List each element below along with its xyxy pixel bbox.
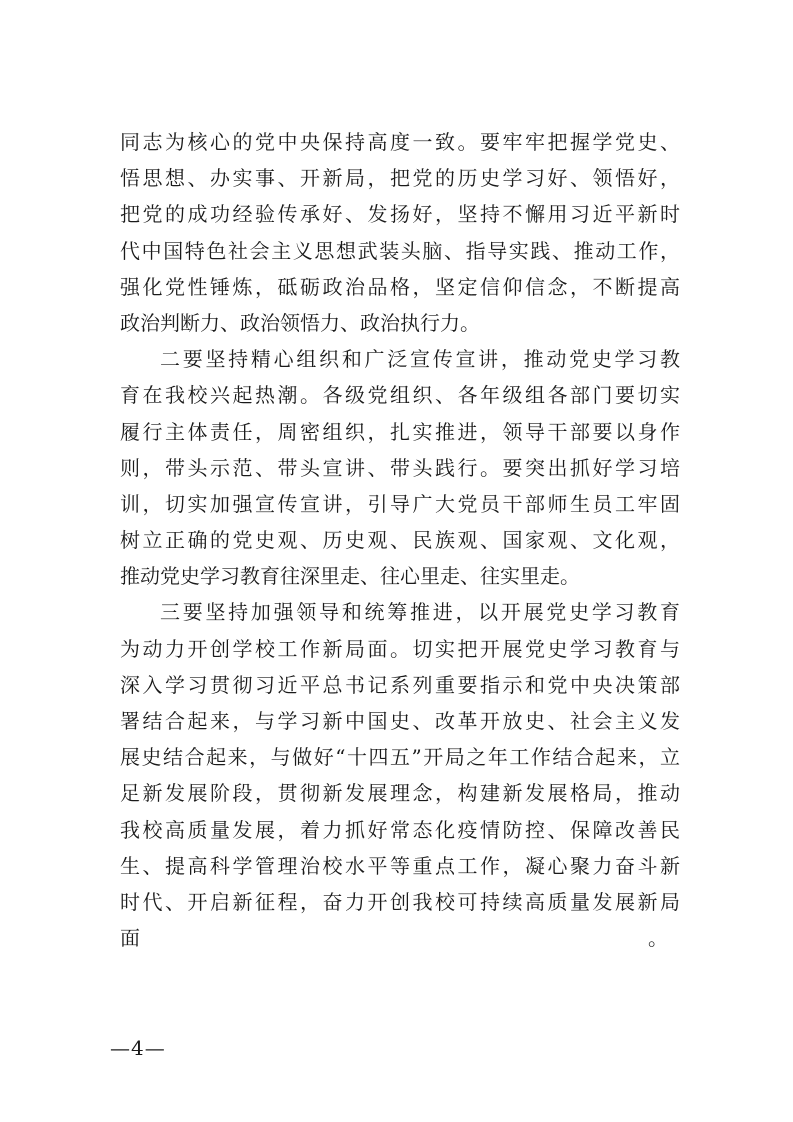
paragraph-1 <box>120 124 680 341</box>
page-number: —4— <box>110 1036 166 1060</box>
text-line: 署结合起来，与学习新中国史、改革开放史、社会主义发 <box>120 709 680 733</box>
text-line: 育在我校兴起热潮。各级党组织、各年级组各部门要切实 <box>120 383 680 408</box>
text-line: 悟思想、办实事、开新局，把党的历史学习好、领悟好， <box>120 166 680 191</box>
text-line: 则，带头示范、带头宣讲、带头践行。要突出抓好学习培 <box>120 455 680 480</box>
text-line: 政治判断力、政治领悟力、政治执行力。 <box>120 310 480 335</box>
text-line: 为动力开创学校工作新局面。切实把开展党史学习教育与 <box>120 636 680 661</box>
body-text <box>120 124 680 956</box>
final-period: 。 <box>648 926 668 951</box>
text-line: 把党的成功经验传承好、发扬好，坚持不懈用习近平新时 <box>120 202 680 227</box>
text-line: 同志为核心的党中央保持高度一致。要牢牢把握学党史、 <box>120 130 680 154</box>
text-line: 二要坚持精心组织和广泛宣传宣讲，推动党史学习教 <box>160 347 680 372</box>
final-word: 面 <box>120 926 140 951</box>
text-line: 展史结合起来，与做好“十四五”开局之年工作结合起来，立 <box>120 745 680 770</box>
text-line: 我校高质量发展，着力抓好常态化疫情防控、保障改善民 <box>120 817 680 842</box>
final-line <box>120 920 680 956</box>
text-line: 深入学习贯彻习近平总书记系列重要指示和党中央决策部 <box>120 672 680 697</box>
text-line: 足新发展阶段，贯彻新发展理念，构建新发展格局，推动 <box>120 781 680 806</box>
text-line: 树立正确的党史观、历史观、民族观、国家观、文化观， <box>120 528 680 553</box>
text-line: 生、提高科学管理治校水平等重点工作，凝心聚力奋斗新 <box>120 853 680 878</box>
text-line: 时代、开启新征程，奋力开创我校可持续高质量发展新局 <box>120 889 680 914</box>
text-line: 推动党史学习教育往深里走、往心里走、往实里走。 <box>120 564 580 589</box>
text-line: 训，切实加强宣传宣讲，引导广大党员干部师生员工牢固 <box>120 491 680 516</box>
paragraph-2 <box>120 341 680 594</box>
text-line: 三要坚持加强领导和统筹推进，以开展党史学习教育 <box>160 600 680 625</box>
text-line: 强化党性锤炼，砥砺政治品格，坚定信仰信念，不断提高 <box>120 274 680 299</box>
paragraph-3 <box>120 594 680 956</box>
text-line: 代中国特色社会主义思想武装头脑、指导实践、推动工作， <box>120 238 680 263</box>
text-line: 履行主体责任，周密组织，扎实推进，领导干部要以身作 <box>120 419 680 444</box>
